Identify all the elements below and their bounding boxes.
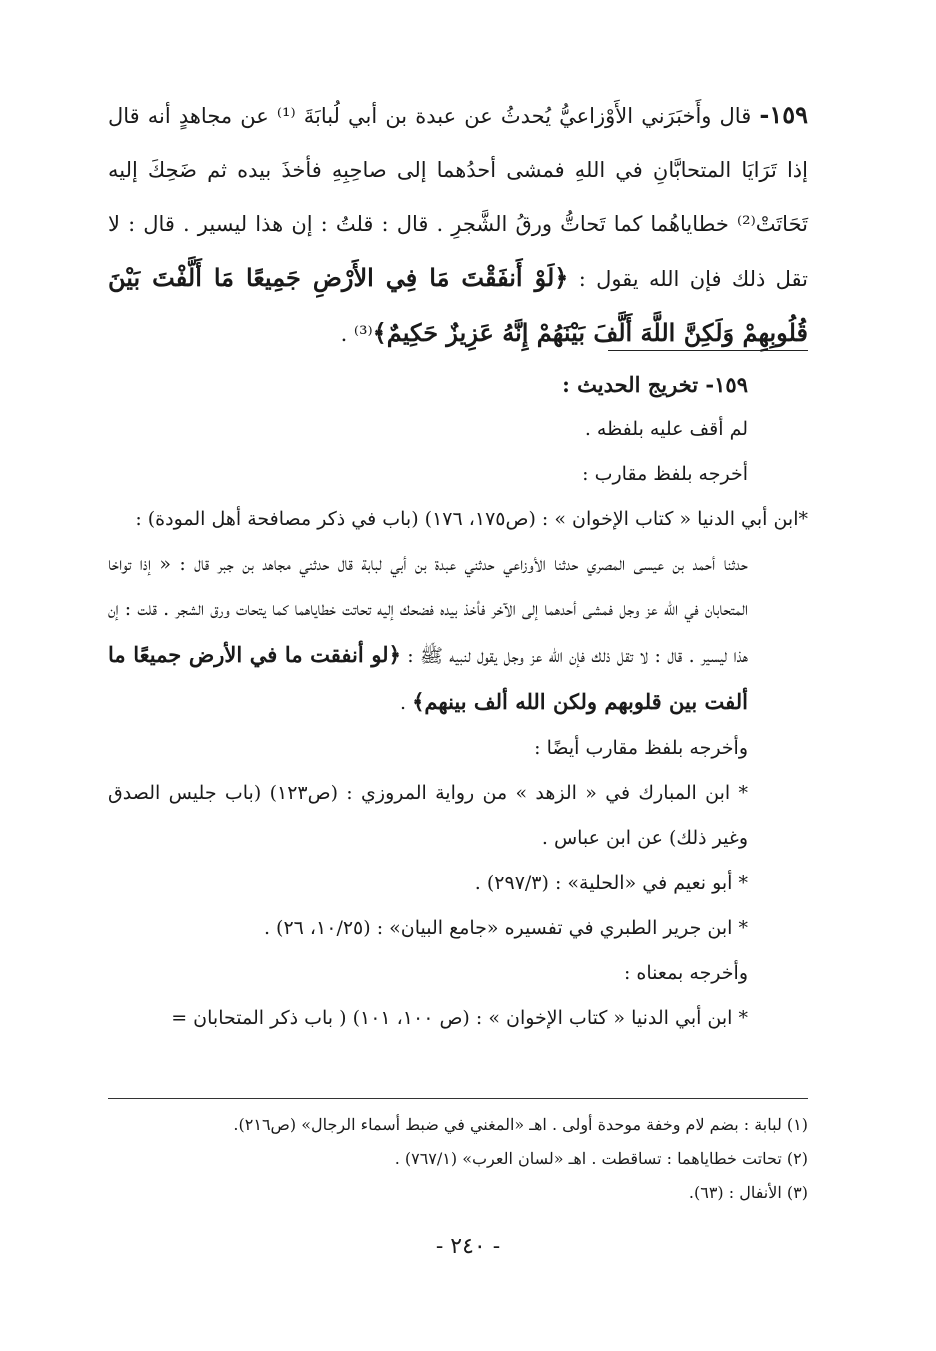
footnotes bbox=[108, 1108, 808, 1210]
takhrij-line-10: * ابن المبارك في « الزهد » من رواية المروزي : (ص١٢٣) (باب جليس الصدق وغير ذلك) عن ابن عباس . bbox=[108, 782, 748, 849]
main-line-4: هذا ليسير . قال : لا تقل ذلك فإن الله يقول : bbox=[108, 212, 808, 291]
verse-footnote-ref: ⁽³⁾ . bbox=[340, 322, 373, 346]
footnote-2: (٢) تحاتت خطاياهما : تساقطت . اهـ «لسان العرب» (٧٦٧/١) . bbox=[394, 1149, 808, 1168]
takhrij-line-5-text: حدثني مجاهد بن جبر قال : « إذا تواخا المتحابان في الله عز وجل فمشى أحدهما إلى bbox=[108, 553, 748, 620]
takhrij-line-11: * أبو نعيم في «الحلية» : (٢٩٧/٣) . bbox=[474, 872, 748, 894]
page-number: - ٢٤٠ - bbox=[435, 1234, 501, 1259]
takhrij-section bbox=[108, 362, 808, 1041]
takhrij-line-1: لم أقف عليه بلفظه . bbox=[584, 418, 748, 440]
takhrij-line-2: أخرجه بلفظ مقارب : bbox=[582, 463, 748, 485]
takhrij-line-13: وأخرجه بمعناه : bbox=[623, 962, 748, 984]
takhrij-line-9: وأخرجه بلفظ مقارب أيضًا : bbox=[534, 737, 748, 759]
takhrij-verse: ﴿لو أنفقت ما في الأرض جميعًا ما ألفت بين قلوبهم ولكن الله ألف بينهم﴾ bbox=[108, 642, 748, 714]
takhrij-line-3: *ابن أبي الدنيا « كتاب الإخوان » : (ص١٧٥، ١٧٦) (باب في ذكر مصافحة أهل المودة) : bbox=[135, 508, 808, 530]
main-line-2: مجاهدٍ أنه قال إذا تَرَايَا المتحابَّانِ في اللهِ فمشى أحدُهما إلى صاحِبِهِ فأخذَ بيده bbox=[108, 104, 808, 182]
takhrij-line-14: * ابن أبي الدنيا « كتاب الإخوان » : (ص ١٠٠، ١٠١) ( باب ذكر المتحابان = bbox=[171, 1007, 748, 1029]
main-line-3: ثم ضَحِكَ إليه تَحَاتَتْ⁽²⁾ خطاياهُما كما تَحاتُّ ورقُ الشَّجرِ . قال : قلتُ : إن bbox=[108, 158, 808, 236]
takhrij-line-12: * ابن جرير الطبري في تفسيره «جامع البيان» : (١٠/٢٥، ٢٦) . bbox=[263, 917, 748, 939]
takhrij-line-4 bbox=[108, 542, 808, 726]
takhrij-line-7-text: هذا ليسير . قال : لا تقل ذلك فإن الله عز وجل يقول لنبيه ﷺ : bbox=[407, 645, 748, 667]
main-line-1: قال وأَخبَرَني الأَوْزاعيُّ يُحدثُ عن عبدة بن أبي لُبابَةَ ⁽¹⁾ عن bbox=[240, 104, 752, 128]
hadith-number: ١٥٩- bbox=[759, 100, 808, 129]
footnote-3: (٣) الأنفال : (٦٣). bbox=[688, 1183, 808, 1202]
takhrij-line-6-text: الآخر فأخذ بيده فضحك إليه تحاتت خطاياهما كما يتحات ورق الشجر . قلت : إن bbox=[108, 598, 516, 620]
takhrij-title: ١٥٩- تخريج الحديث : bbox=[562, 372, 748, 397]
footnote-divider bbox=[108, 1098, 808, 1099]
footnote-1: (١) لبابة : بضم لام وخفة موحدة أولى . اهـ «المغني في ضبط أسماء الرجال» (ص٢١٦). bbox=[233, 1115, 808, 1134]
section-divider bbox=[608, 350, 808, 351]
quran-verse: ﴿لَوْ أَنفَقْتَ مَا فِي الأَرْضِ جَمِيعًا مَا أَلَّفْتَ بَيْنَ قُلُوبِهِمْ وَلَكِنَّ اللَّهَ أَلَّفَ بَيْنَهُمْ إِنَّهُ عَزِيزٌ حَكِيمٌ﴾ bbox=[108, 263, 808, 347]
main-text bbox=[108, 88, 808, 361]
takhrij-line-4-text: حدثنا أحمد بن عيسى المصري حدثنا الأوزاعي حدثني عبدة بن أبي لبابة قال bbox=[337, 553, 748, 575]
takhrij-verse-end: . bbox=[400, 692, 413, 714]
